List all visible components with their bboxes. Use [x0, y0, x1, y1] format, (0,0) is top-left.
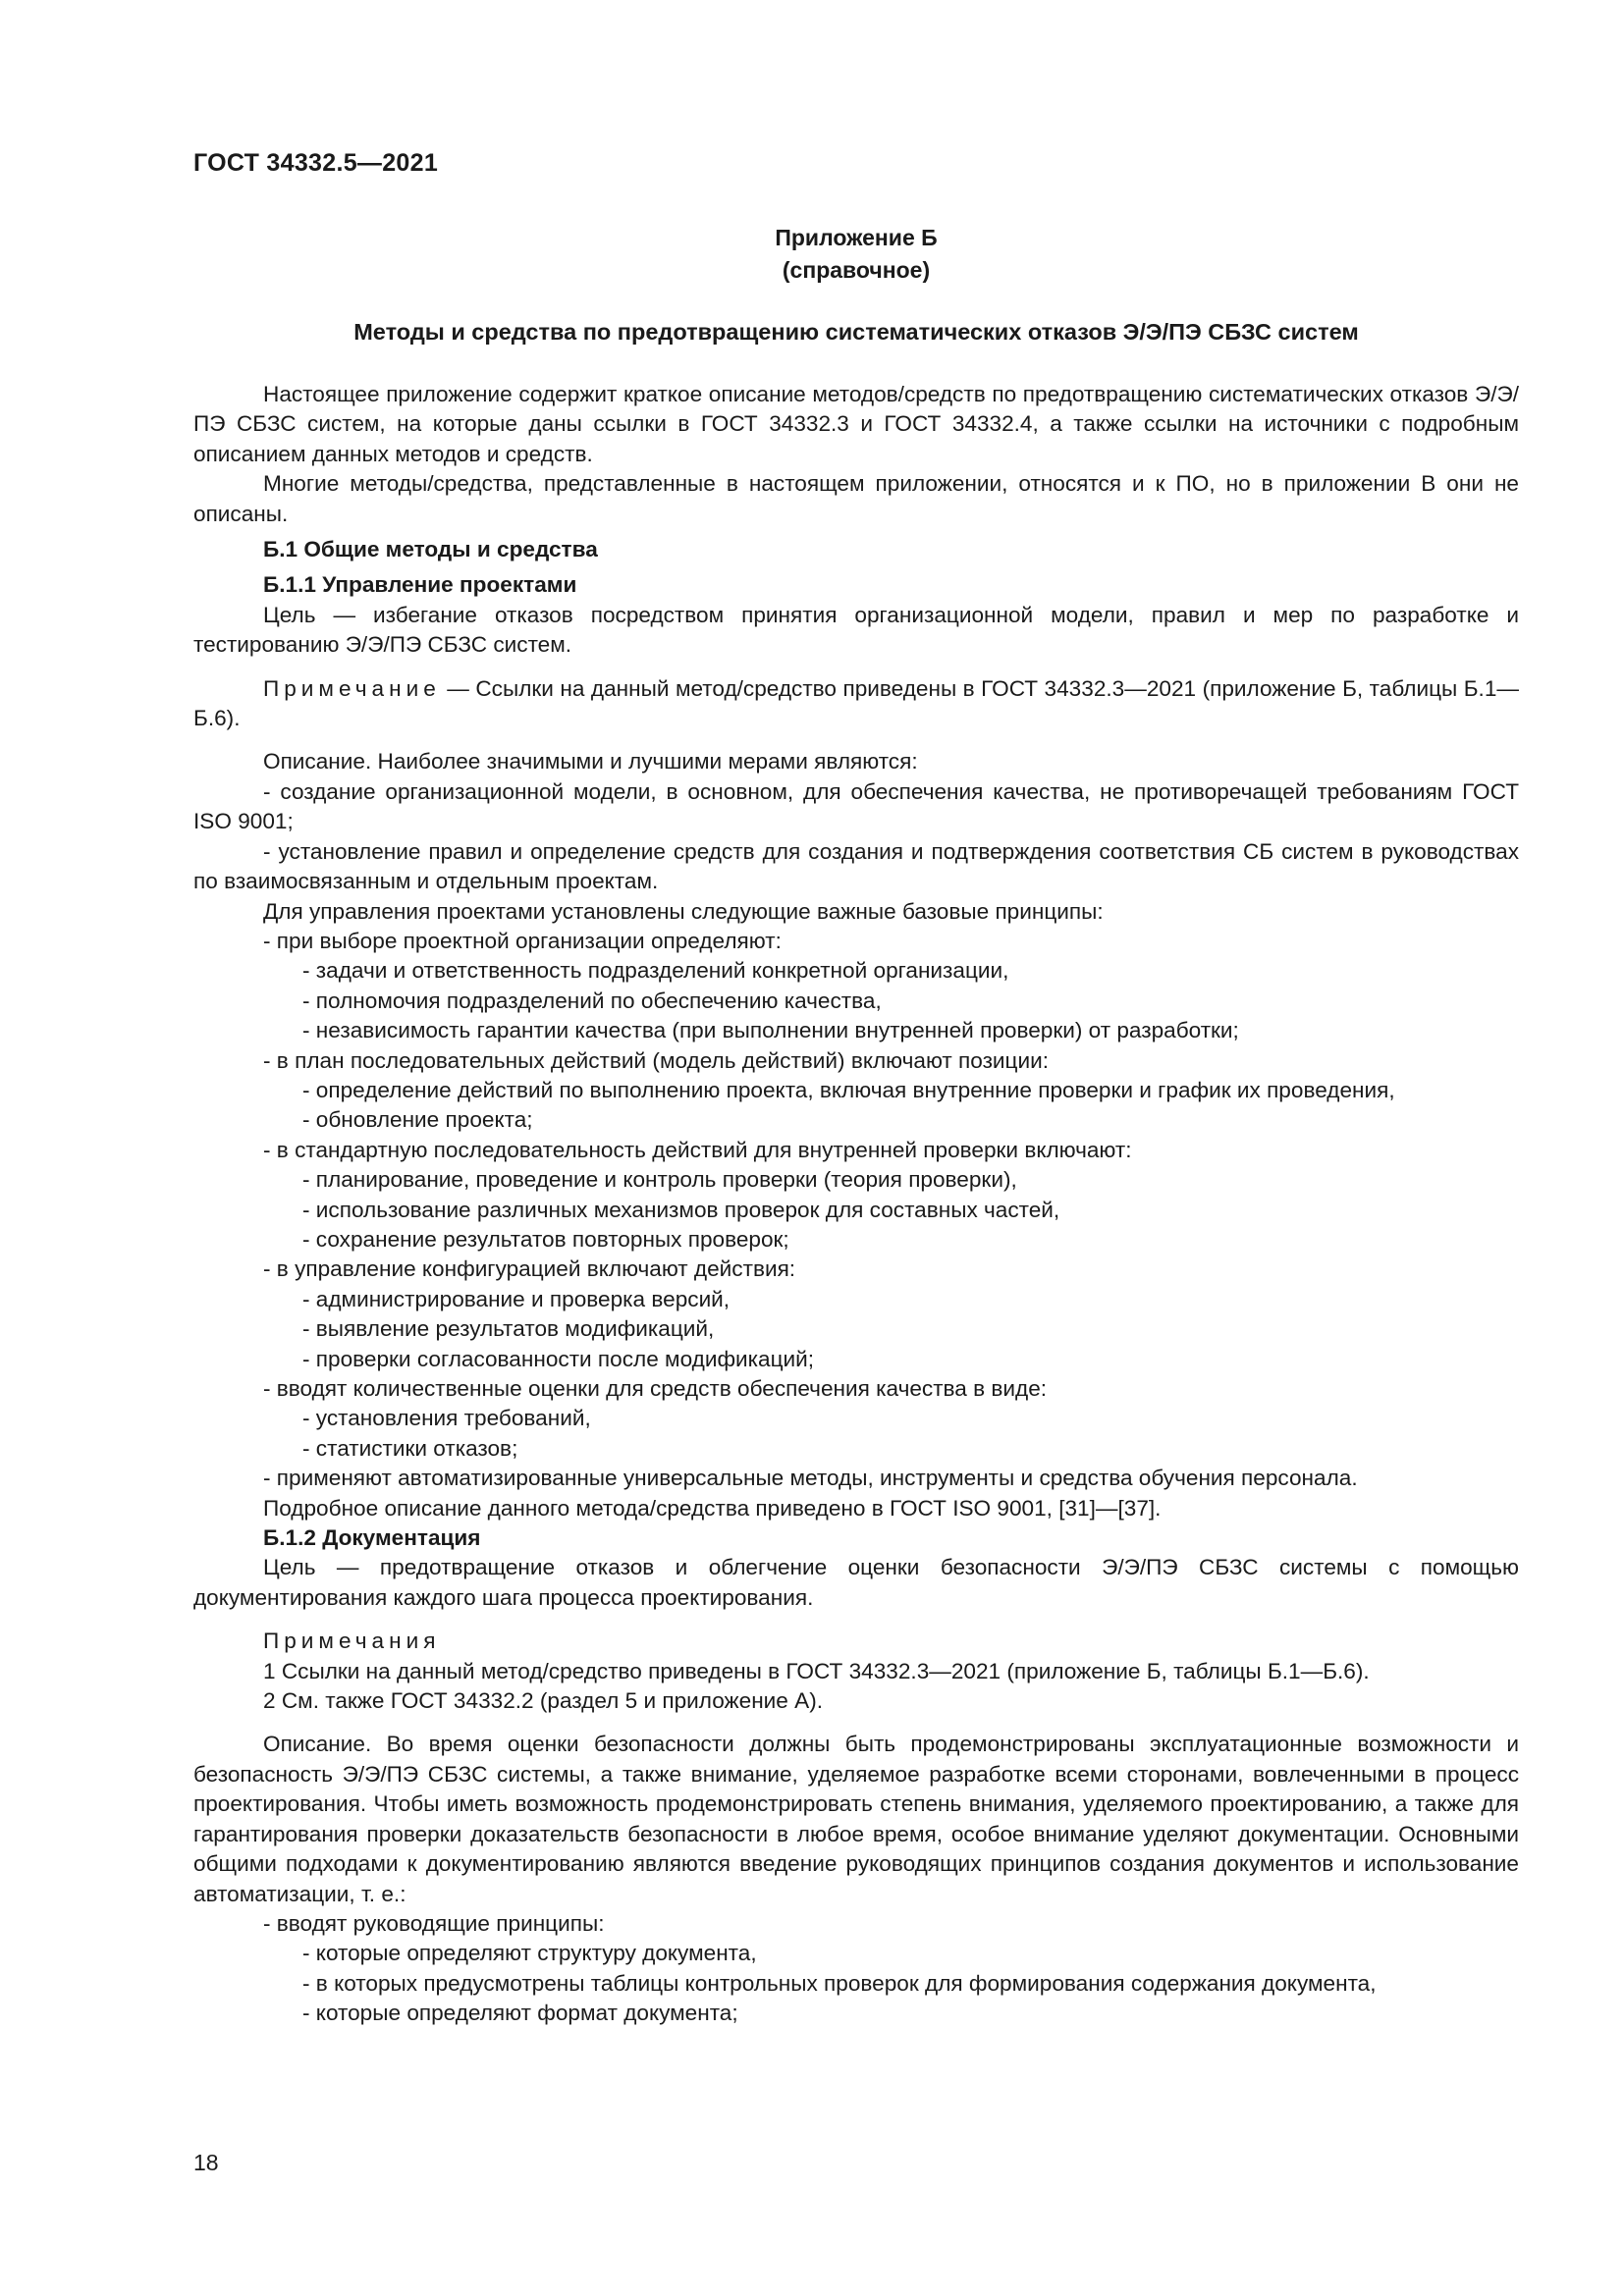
appendix-title: Приложение Б: [775, 225, 938, 250]
intro-paragraph: Настоящее приложение содержит краткое описание методов/средств по предотвращению систематических отказов Э/Э/ПЭ СБЗС систем, на которые даны ссылки в ГОСТ 34332.3 и ГОСТ 34332.4, а также ссылки на источники с подробным описанием данных методов и средств.: [193, 382, 1519, 466]
description-paragraph: Описание. Во время оценки безопасности должны быть продемонстрированы эксплуатационные возможности и безопасность Э/Э/ПЭ СБЗС системы, а также внимание, уделяемое разработке всеми сторонами, вовлеченными в процесс проектирования. Чтобы иметь возможность продемонстрировать степень внимания, уделяемого проектированию, а также для гарантирования проверки доказательств безопасности в любое время, особое внимание уделяют документации. Основными общими подходами к документированию являются введение руководящих принципов создания документов и использование автоматизации, т. е.:: [193, 1732, 1519, 1906]
reference-paragraph: Подробное описание данного метода/средства приведено в ГОСТ ISO 9001, [31]—[37].: [263, 1495, 1162, 1521]
principle-subitem: - выявление результатов модификаций,: [302, 1316, 715, 1342]
principle-item: - применяют автоматизированные универсальные методы, инструменты и средства обучения персонала.: [263, 1466, 1358, 1491]
note-label: Примечание: [263, 675, 441, 701]
intro-paragraph: Многие методы/средства, представленные в настоящем приложении, относятся и к ПО, но в приложении В они не описаны.: [193, 471, 1519, 526]
note-item: 1 Ссылки на данный метод/средство приведены в ГОСТ 34332.3—2021 (приложение Б, таблицы Б.1—Б.6).: [263, 1658, 1370, 1683]
note-paragraph: [193, 674, 1519, 734]
guideline-item: - вводят руководящие принципы:: [263, 1910, 605, 1936]
principle-subitem: - статистики отказов;: [302, 1435, 518, 1461]
principle-item: - при выборе проектной организации определяют:: [263, 928, 782, 953]
principle-subitem: - использование различных механизмов проверок для составных частей,: [302, 1197, 1060, 1222]
guideline-subitem: - в которых предусмотрены таблицы контрольных проверок для формирования содержания документа,: [302, 1970, 1377, 1996]
subsection-heading: Б.1.1 Управление проектами: [263, 572, 577, 598]
measure-item: - создание организационной модели, в основном, для обеспечения качества, не противоречащей требованиям ГОСТ ISO 9001;: [193, 778, 1519, 834]
principle-subitem: - полномочия подразделений по обеспечению качества,: [302, 988, 882, 1013]
page-number: 18: [193, 2150, 219, 2175]
principle-item: - вводят количественные оценки для средств обеспечения качества в виде:: [263, 1376, 1048, 1401]
measure-item: - установление правил и определение средств для создания и подтверждения соответствия СБ систем в руководствах по взаимосвязанным и отдельным проектам.: [193, 838, 1519, 894]
description-paragraph: Описание. Наиболее значимыми и лучшими мерами являются:: [263, 749, 918, 774]
principle-subitem: - установления требований,: [302, 1406, 591, 1431]
principle-subitem: - обновление проекта;: [302, 1107, 533, 1133]
subsection-heading: Б.1.2 Документация: [263, 1525, 481, 1551]
principle-item: - в план последовательных действий (модель действий) включают позиции:: [263, 1047, 1050, 1073]
principle-subitem: - проверки согласованности после модификаций;: [302, 1346, 815, 1371]
document-header: ГОСТ 34332.5—2021: [193, 149, 439, 177]
goal-paragraph: Цель — избегание отказов посредством принятия организационной модели, правил и мер по разработке и тестированию Э/Э/ПЭ СБЗС систем.: [193, 602, 1519, 658]
notes-label-text: Примечания: [263, 1629, 441, 1654]
appendix-subtitle: (справочное): [782, 257, 931, 283]
principle-subitem: - планирование, проведение и контроль проверки (теория проверки),: [302, 1167, 1017, 1193]
note-item: 2 См. также ГОСТ 34332.2 (раздел 5 и приложение А).: [263, 1688, 824, 1714]
notes-label: [193, 1627, 1519, 1656]
principle-subitem: - определение действий по выполнению проекта, включая внутренние проверки и график их проведения,: [302, 1077, 1395, 1102]
principle-subitem: - сохранение результатов повторных проверок;: [302, 1226, 789, 1252]
main-title: Методы и средства по предотвращению систематических отказов Э/Э/ПЭ СБЗС систем: [353, 319, 1359, 345]
principle-subitem: - администрирование и проверка версий,: [302, 1286, 731, 1311]
principle-item: - в управление конфигурацией включают действия:: [263, 1256, 796, 1282]
principle-subitem: - независимость гарантии качества (при выполнении внутренней проверки) от разработки;: [302, 1018, 1239, 1043]
note-text: — Ссылки на данный метод/средство приведены в ГОСТ 34332.3—2021 (приложение Б, таблицы Б.1—Б.6).: [193, 675, 1519, 731]
section-heading: Б.1 Общие методы и средства: [263, 537, 598, 562]
principle-item: - в стандартную последовательность действий для внутренней проверки включают:: [263, 1137, 1132, 1162]
goal-paragraph: Цель — предотвращение отказов и облегчение оценки безопасности Э/Э/ПЭ СБЗС системы с помощью документирования каждого шага процесса проектирования.: [193, 1555, 1519, 1610]
guideline-subitem: - которые определяют формат документа;: [302, 2001, 738, 2026]
document-body: [193, 380, 1519, 2029]
principles-intro: Для управления проектами установлены следующие важные базовые принципы:: [263, 898, 1104, 924]
guideline-subitem: - которые определяют структуру документа,: [302, 1941, 757, 1966]
principle-subitem: - задачи и ответственность подразделений конкретной организации,: [302, 958, 1009, 984]
appendix-heading: [193, 222, 1519, 287]
